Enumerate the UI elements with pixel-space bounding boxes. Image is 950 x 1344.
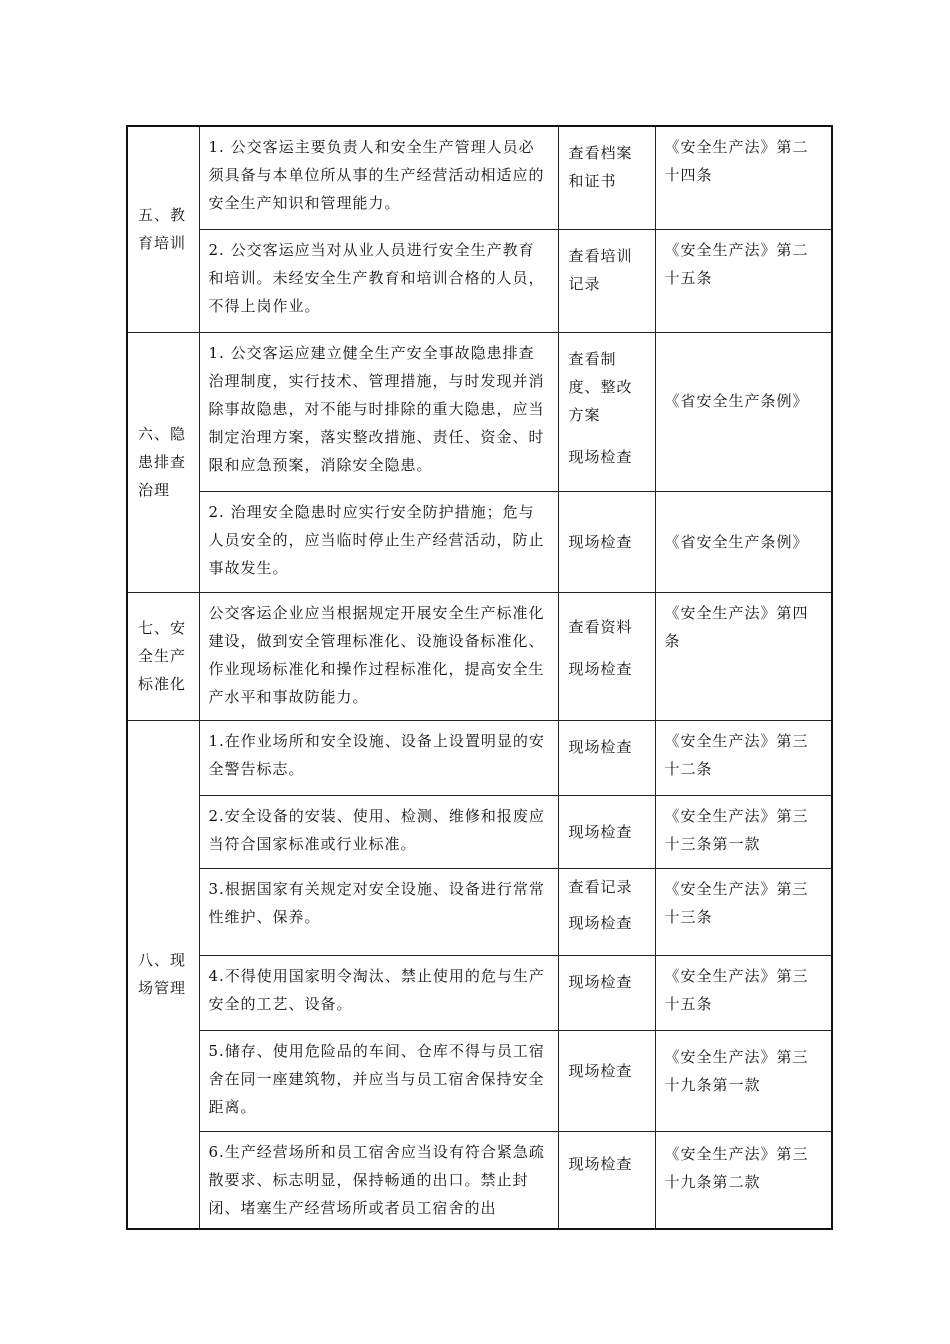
requirement-cell: 5.储存、使用危险品的车间、仓库不得与员工宿舍在同一座建筑物，并应当与员工宿舍保持安全距离。	[199, 1030, 558, 1131]
basis-cell: 《安全生产法》第二十五条	[655, 229, 832, 332]
category-cell: 八、现场管理	[127, 720, 199, 1229]
method-cell: 现场检查	[558, 1030, 655, 1131]
basis-cell: 《安全生产法》第四条	[655, 592, 832, 720]
method-cell: 现场检查	[558, 955, 655, 1030]
basis-cell: 《安全生产法》第三十九条第一款	[655, 1030, 832, 1131]
requirement-cell: 公交客运企业应当根据规定开展安全生产标准化建设，做到安全管理标准化、设施设备标准化、作业现场标准化和操作过程标准化，提高安全生产水平和事故防能力。	[199, 592, 558, 720]
method-cell: 现场检查	[558, 491, 655, 592]
table-row	[127, 491, 832, 592]
basis-cell: 《省安全生产条例》	[655, 491, 832, 592]
basis-cell: 《安全生产法》第三十九条第二款	[655, 1131, 832, 1229]
requirement-cell: 1. 公交客运主要负责人和安全生产管理人员必须具备与本单位所从事的生产经营活动相适应的安全生产知识和管理能力。	[199, 126, 558, 229]
table-row	[127, 229, 832, 332]
category-cell: 六、隐患排查治理	[127, 332, 199, 592]
basis-cell: 《安全生产法》第三十三条	[655, 868, 832, 955]
category-cell: 七、安全生产标准化	[127, 592, 199, 720]
method-cell: 现场检查	[558, 795, 655, 868]
table-row	[127, 720, 832, 795]
inspection-table	[126, 125, 833, 1230]
method-cell: 查看培训记录	[558, 229, 655, 332]
table-row	[127, 868, 832, 955]
basis-cell: 《省安全生产条例》	[655, 332, 832, 491]
table-row	[127, 1131, 832, 1229]
method-cell: 查看制度、整改方案 现场检查	[558, 332, 655, 491]
requirement-cell: 3.根据国家有关规定对安全设施、设备进行常常性维护、保养。	[199, 868, 558, 955]
table-row	[127, 955, 832, 1030]
basis-cell: 《安全生产法》第三十三条第一款	[655, 795, 832, 868]
requirement-cell: 4.不得使用国家明令淘汰、禁止使用的危与生产安全的工艺、设备。	[199, 955, 558, 1030]
method-cell: 现场检查	[558, 1131, 655, 1229]
basis-cell: 《安全生产法》第三十二条	[655, 720, 832, 795]
requirement-cell: 2.安全设备的安装、使用、检测、维修和报废应当符合国家标准或行业标准。	[199, 795, 558, 868]
method-cell: 查看资料 现场检查	[558, 592, 655, 720]
basis-cell: 《安全生产法》第三十五条	[655, 955, 832, 1030]
table-row	[127, 332, 832, 491]
table-row	[127, 795, 832, 868]
table-row	[127, 592, 832, 720]
method-cell: 查看记录 现场检查	[558, 868, 655, 955]
method-cell: 查看档案和证书	[558, 126, 655, 229]
requirement-cell: 2. 治理安全隐患时应实行安全防护措施；危与人员安全的，应当临时停止生产经营活动，防止事故发生。	[199, 491, 558, 592]
method-cell: 现场检查	[558, 720, 655, 795]
requirement-cell: 1. 公交客运应建立健全生产安全事故隐患排查治理制度，实行技术、管理措施，与时发现并消除事故隐患，对不能与时排除的重大隐患，应当制定治理方案，落实整改措施、责任、资金、时限和应急预案，消除安全隐患。	[199, 332, 558, 491]
requirement-cell: 6.生产经营场所和员工宿舍应当设有符合紧急疏散要求、标志明显，保持畅通的出口。禁止封闭、堵塞生产经营场所或者员工宿舍的出	[199, 1131, 558, 1229]
requirement-cell: 1.在作业场所和安全设施、设备上设置明显的安全警告标志。	[199, 720, 558, 795]
category-cell: 五、教育培训	[127, 126, 199, 332]
table-row	[127, 1030, 832, 1131]
basis-cell: 《安全生产法》第二十四条	[655, 126, 832, 229]
table-row	[127, 126, 832, 229]
requirement-cell: 2. 公交客运应当对从业人员进行安全生产教育和培训。未经安全生产教育和培训合格的人员，不得上岗作业。	[199, 229, 558, 332]
